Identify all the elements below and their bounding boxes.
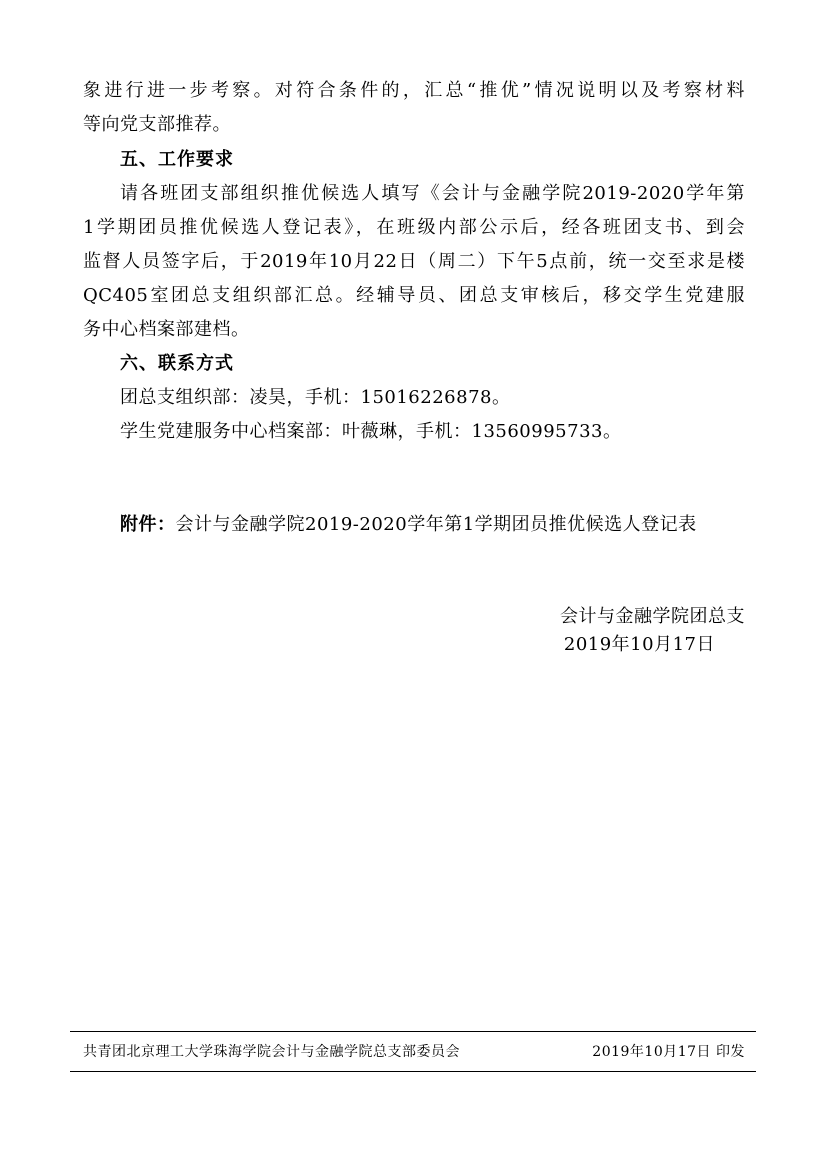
paragraph-line: 务中心档案部建档。	[83, 319, 250, 340]
section-heading-contact: 六、联系方式	[120, 353, 234, 374]
attachment-label: 附件：	[120, 514, 176, 535]
contact-line: 团总支组织部：凌昊，手机：15016226878。	[120, 387, 511, 408]
paragraph-line: 请各班团支部组织推优候选人填写《会计与金融学院2019-2020学年第	[120, 183, 745, 204]
contact-line: 学生党建服务中心档案部：叶薇琳，手机：13560995733。	[120, 421, 622, 442]
signature-org: 会计与金融学院团总支	[560, 606, 745, 627]
footer-issued-date: 2019年10月17日 印发	[592, 1044, 745, 1060]
section-heading-work-requirements: 五、工作要求	[120, 149, 234, 170]
footer-bottom-rule	[70, 1071, 756, 1072]
paragraph-line: 等向党支部推荐。	[83, 114, 231, 135]
signature-date: 2019年10月17日	[563, 634, 715, 655]
paragraph-line: 象进行进一步考察。对符合条件的，汇总“推优”情况说明以及考察材料	[83, 80, 745, 101]
attachment-text: 会计与金融学院2019-2020学年第1学期团员推优候选人登记表	[175, 514, 697, 535]
footer-top-rule	[70, 1031, 756, 1032]
footer-issuer: 共青团北京理工大学珠海学院会计与金融学院总支部委员会	[83, 1044, 460, 1060]
paragraph-line: 1学期团员推优候选人登记表》，在班级内部公示后，经各班团支书、到会	[83, 217, 745, 238]
paragraph-line: QC405室团总支组织部汇总。经辅导员、团总支审核后，移交学生党建服	[83, 285, 745, 306]
paragraph-line: 监督人员签字后，于2019年10月22日（周二）下午5点前，统一交至求是楼	[83, 251, 745, 272]
attachment-line	[120, 513, 697, 537]
